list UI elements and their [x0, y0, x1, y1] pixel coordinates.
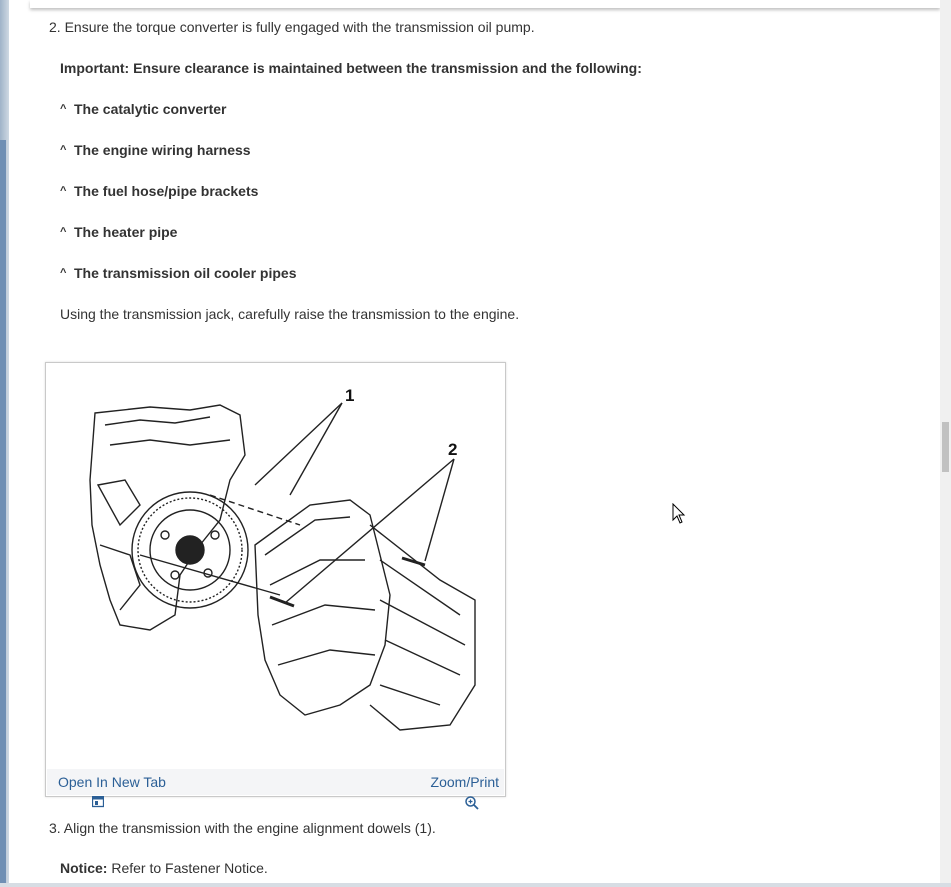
- transmission-figure: [45, 362, 506, 797]
- mouse-cursor-icon: [672, 503, 686, 525]
- figure-footer: [47, 769, 504, 795]
- clearance-item-label: The transmission oil cooler pipes: [74, 265, 297, 281]
- bullet-caret: ^: [60, 103, 67, 115]
- flywheel-hole: [211, 531, 219, 539]
- bell-housing-rib: [270, 560, 365, 585]
- zoom-icon: [465, 796, 479, 810]
- step-2-text: 2. Ensure the torque converter is fully engaged with the transmission oil pump.: [49, 19, 535, 35]
- bell-housing-rib: [265, 517, 350, 555]
- flywheel-hub: [176, 536, 204, 564]
- window-bottom-edge: [0, 883, 951, 887]
- clearance-item: [60, 141, 251, 159]
- notice-text: Refer to Fastener Notice.: [107, 860, 268, 876]
- bullet-caret: ^: [60, 144, 67, 156]
- open-in-new-tab-link[interactable]: [58, 774, 166, 790]
- vertical-scrollbar[interactable]: [940, 0, 951, 887]
- bell-housing-rib: [278, 650, 375, 665]
- callout-2-label: 2: [448, 440, 458, 459]
- clearance-item: [60, 223, 177, 241]
- engine-detail-line: [98, 480, 140, 525]
- bell-housing-rib: [272, 605, 375, 625]
- open-tab-icon: [92, 796, 104, 808]
- clearance-item: [60, 264, 297, 282]
- zoom-print-label: Zoom/Print: [430, 774, 499, 790]
- clearance-item-label: The heater pipe: [74, 224, 178, 240]
- callout-1-label: 1: [345, 386, 355, 405]
- bullet-caret: ^: [60, 267, 67, 279]
- notice-label: Notice:: [60, 860, 108, 876]
- flywheel-hole: [161, 531, 169, 539]
- bullet-caret: ^: [60, 226, 67, 238]
- zoom-print-link[interactable]: [431, 774, 499, 790]
- callout-2-leader: [285, 459, 454, 603]
- transmission-case-line: [380, 685, 440, 705]
- raise-instruction: Using the transmission jack, carefully raise the transmission to the engine.: [60, 306, 520, 322]
- flywheel-hole: [171, 571, 179, 579]
- bell-housing-shape: [255, 500, 390, 715]
- step-3-text: 3. Align the transmission with the engine alignment dowels (1).: [49, 820, 436, 836]
- clearance-item-label: The fuel hose/pipe brackets: [74, 183, 259, 199]
- clearance-item-label: The engine wiring harness: [74, 142, 251, 158]
- callout-1-leader: [255, 403, 342, 485]
- engine-detail-line: [110, 440, 230, 445]
- bullet-caret: ^: [60, 185, 67, 197]
- transmission-case-line: [380, 600, 465, 645]
- top-overlay-bar: [30, 0, 940, 8]
- callout-2-leader: [425, 459, 454, 561]
- clearance-item: [60, 182, 258, 200]
- engine-detail-line: [100, 545, 140, 610]
- alignment-line: [140, 555, 280, 595]
- transmission-illustration: [80, 385, 480, 745]
- open-in-new-tab-label: Open In New Tab: [58, 774, 166, 790]
- scrollbar-thumb[interactable]: [942, 422, 949, 472]
- clearance-item-label: The catalytic converter: [74, 101, 227, 117]
- transmission-case-line: [385, 640, 460, 675]
- clearance-item: [60, 100, 227, 118]
- engine-detail-line: [105, 417, 210, 425]
- callout-1-leader: [290, 403, 342, 495]
- notice-line: [60, 859, 268, 877]
- important-note: Important: Ensure clearance is maintained between the transmission and the following:: [60, 60, 642, 76]
